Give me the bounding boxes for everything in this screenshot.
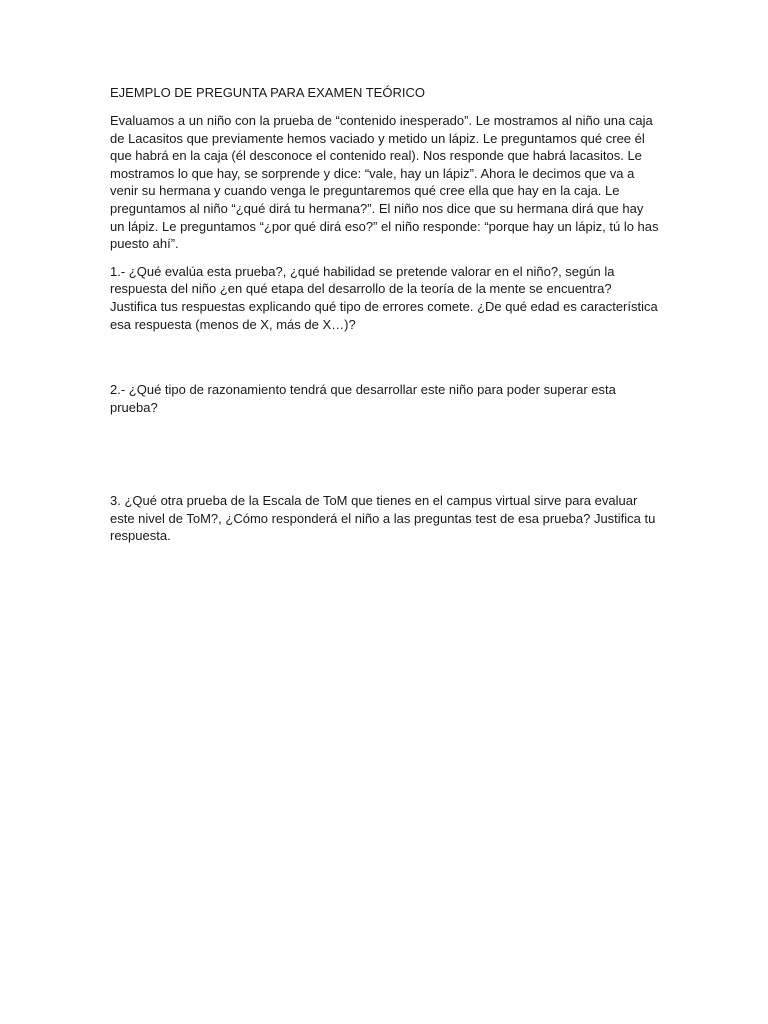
question-2: 2.- ¿Qué tipo de razonamiento tendrá que desarrollar este niño para poder superar esta prueba? <box>110 382 616 415</box>
question-1: 1.- ¿Qué evalúa esta prueba?, ¿qué habilidad se pretende valorar en el niño?, según la respuesta del niño ¿en qué etapa del desarrollo de la teoría de la mente se encuentra? Justifica tus respuestas explicando qué tipo de errores comete. ¿De qué edad es característica esa respuesta (menos de X, más de X…)? <box>110 263 658 332</box>
document-body <box>110 84 660 544</box>
question-3: 3. ¿Qué otra prueba de la Escala de ToM que tienes en el campus virtual sirve para evaluar este nivel de ToM?, ¿Cómo responderá el niño a las preguntas test de esa prueba? Justifica tu respuesta. <box>110 493 656 544</box>
intro-paragraph: Evaluamos a un niño con la prueba de “contenido inesperado”. Le mostramos al niño una caja de Lacasitos que previamente hemos vaciado y metido un lápiz. Le preguntamos qué cree él que habrá en la caja (él desconoce el contenido real). Nos responde que habrá lacasitos. Le mostramos lo que hay, se sorprende y dice: “vale, hay un lápiz”. Ahora le decimos que va a venir su hermana y cuando venga le preguntaremos qué cree ella que hay en la caja. Le preguntamos al niño “¿qué dirá tu hermana?”. El niño nos dice que su hermana dirá que hay un lápiz. Le preguntamos “¿por qué dirá eso?” el niño responde: “porque hay un lápiz, tú lo has puesto ahí”. <box>110 113 659 252</box>
document-title: EJEMPLO DE PREGUNTA PARA EXAMEN TEÓRICO <box>110 85 425 100</box>
